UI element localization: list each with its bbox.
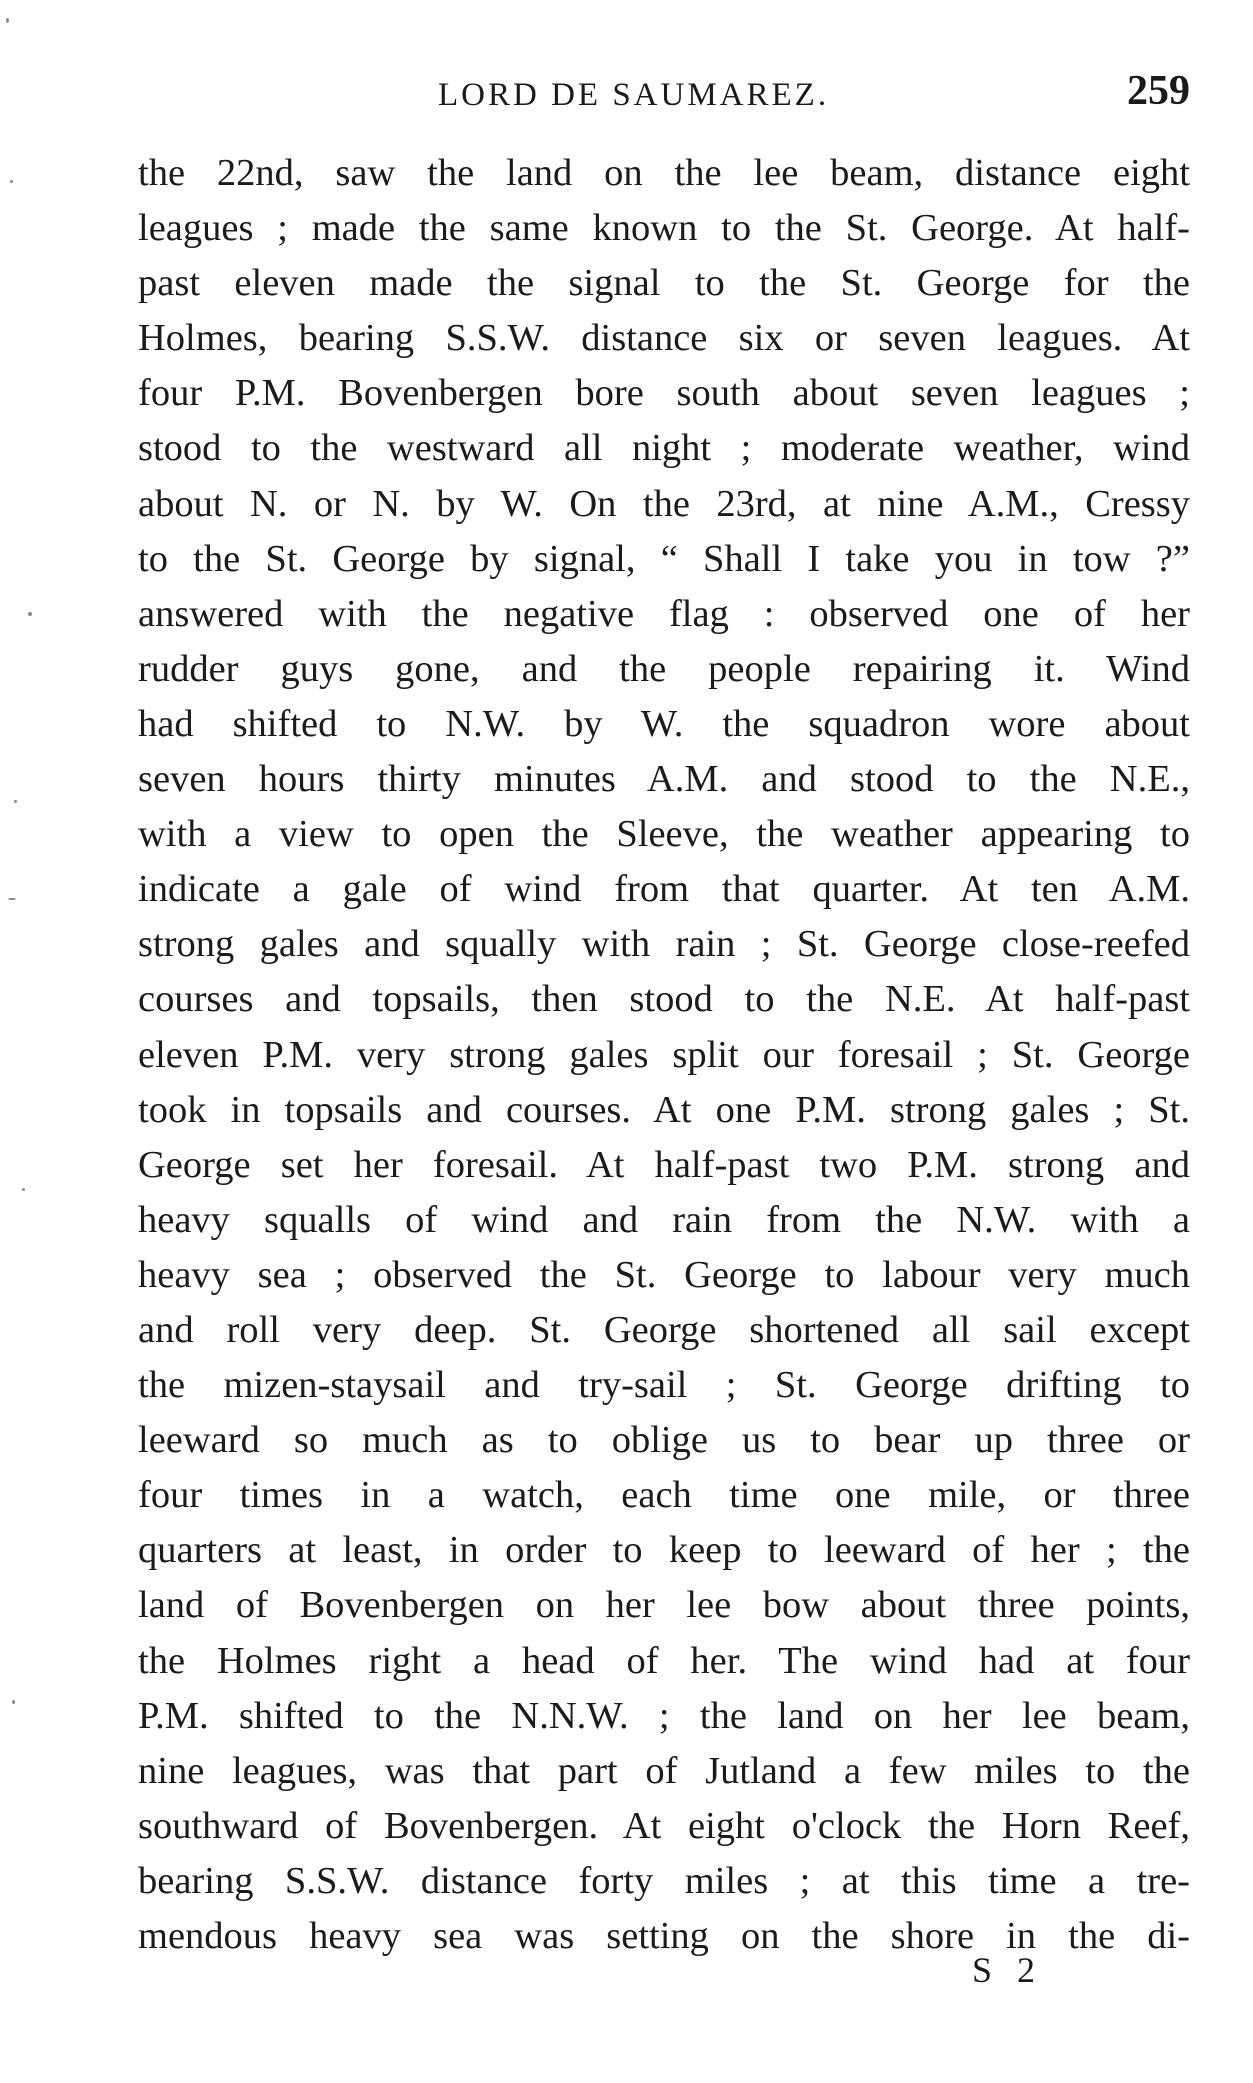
text-line: four P.M. Bovenbergen bore south about seven leagues ; bbox=[138, 372, 1190, 415]
text-line: heavy sea ; observed the St. George to labour very much bbox=[138, 1253, 1190, 1296]
running-title: LORD DE SAUMAREZ. bbox=[438, 77, 830, 113]
signature-mark: S 2 bbox=[972, 1950, 1044, 1990]
text-line: leagues ; made the same known to the St. George. At half- bbox=[138, 207, 1190, 250]
text-line: to the St. George by signal, “ Shall I take you in tow ?” bbox=[138, 537, 1190, 580]
body-text bbox=[138, 146, 1190, 1964]
page-number: 259 bbox=[1127, 68, 1190, 114]
running-head bbox=[138, 70, 1190, 120]
scan-speck bbox=[8, 898, 16, 900]
text-line: and roll very deep. St. George shortened all sail except bbox=[138, 1308, 1190, 1351]
scan-speck bbox=[28, 612, 32, 616]
text-line: heavy squalls of wind and rain from the N.W. with a bbox=[138, 1198, 1190, 1241]
text-line: courses and topsails, then stood to the N.E. At half-past bbox=[138, 978, 1190, 1021]
text-line: answered with the negative flag : observed one of her bbox=[138, 592, 1190, 635]
text-line: nine leagues, was that part of Jutland a few miles to the bbox=[138, 1749, 1190, 1792]
text-line: strong gales and squally with rain ; St. George close-reefed bbox=[138, 923, 1190, 966]
text-line: quarters at least, in order to keep to leeward of her ; the bbox=[138, 1529, 1190, 1572]
text-line: leeward so much as to oblige us to bear up three or bbox=[138, 1419, 1190, 1462]
text-line: seven hours thirty minutes A.M. and stood to the N.E., bbox=[138, 758, 1190, 801]
scan-speck bbox=[6, 18, 9, 23]
text-line: past eleven made the signal to the St. George for the bbox=[138, 262, 1190, 305]
text-line: the 22nd, saw the land on the lee beam, distance eight bbox=[138, 152, 1190, 194]
scan-speck bbox=[22, 1188, 25, 1191]
text-line: with a view to open the Sleeve, the weather appearing to bbox=[138, 813, 1190, 856]
text-line: indicate a gale of wind from that quarter. At ten A.M. bbox=[138, 868, 1190, 911]
text-line: took in topsails and courses. At one P.M. strong gales ; St. bbox=[138, 1088, 1190, 1131]
text-line: four times in a watch, each time one mile, or three bbox=[138, 1474, 1190, 1517]
text-line: about N. or N. by W. On the 23rd, at nine A.M., Cressy bbox=[138, 482, 1190, 525]
text-line: had shifted to N.W. by W. the squadron wore about bbox=[138, 702, 1190, 745]
text-line: eleven P.M. very strong gales split our foresail ; St. George bbox=[138, 1033, 1190, 1076]
scan-speck bbox=[10, 180, 13, 183]
scan-speck bbox=[12, 1700, 15, 1704]
text-line: the mizen-staysail and try-sail ; St. George drifting to bbox=[138, 1364, 1190, 1407]
text-line: mendous heavy sea was setting on the shore in the di- bbox=[138, 1915, 1190, 1957]
scan-speck bbox=[14, 800, 17, 803]
text-line: rudder guys gone, and the people repairing it. Wind bbox=[138, 647, 1190, 690]
text-line: bearing S.S.W. distance forty miles ; at this time a tre- bbox=[138, 1859, 1190, 1902]
text-line: land of Bovenbergen on her lee bow about three points, bbox=[138, 1584, 1190, 1627]
text-line: the Holmes right a head of her. The wind had at four bbox=[138, 1639, 1190, 1682]
text-line: stood to the westward all night ; moderate weather, wind bbox=[138, 427, 1190, 470]
text-line: Holmes, bearing S.S.W. distance six or seven leagues. At bbox=[138, 317, 1190, 360]
text-line: P.M. shifted to the N.N.W. ; the land on her lee beam, bbox=[138, 1694, 1190, 1737]
text-line: southward of Bovenbergen. At eight o'clock the Horn Reef, bbox=[138, 1804, 1190, 1847]
text-line: George set her foresail. At half-past two P.M. strong and bbox=[138, 1143, 1190, 1186]
